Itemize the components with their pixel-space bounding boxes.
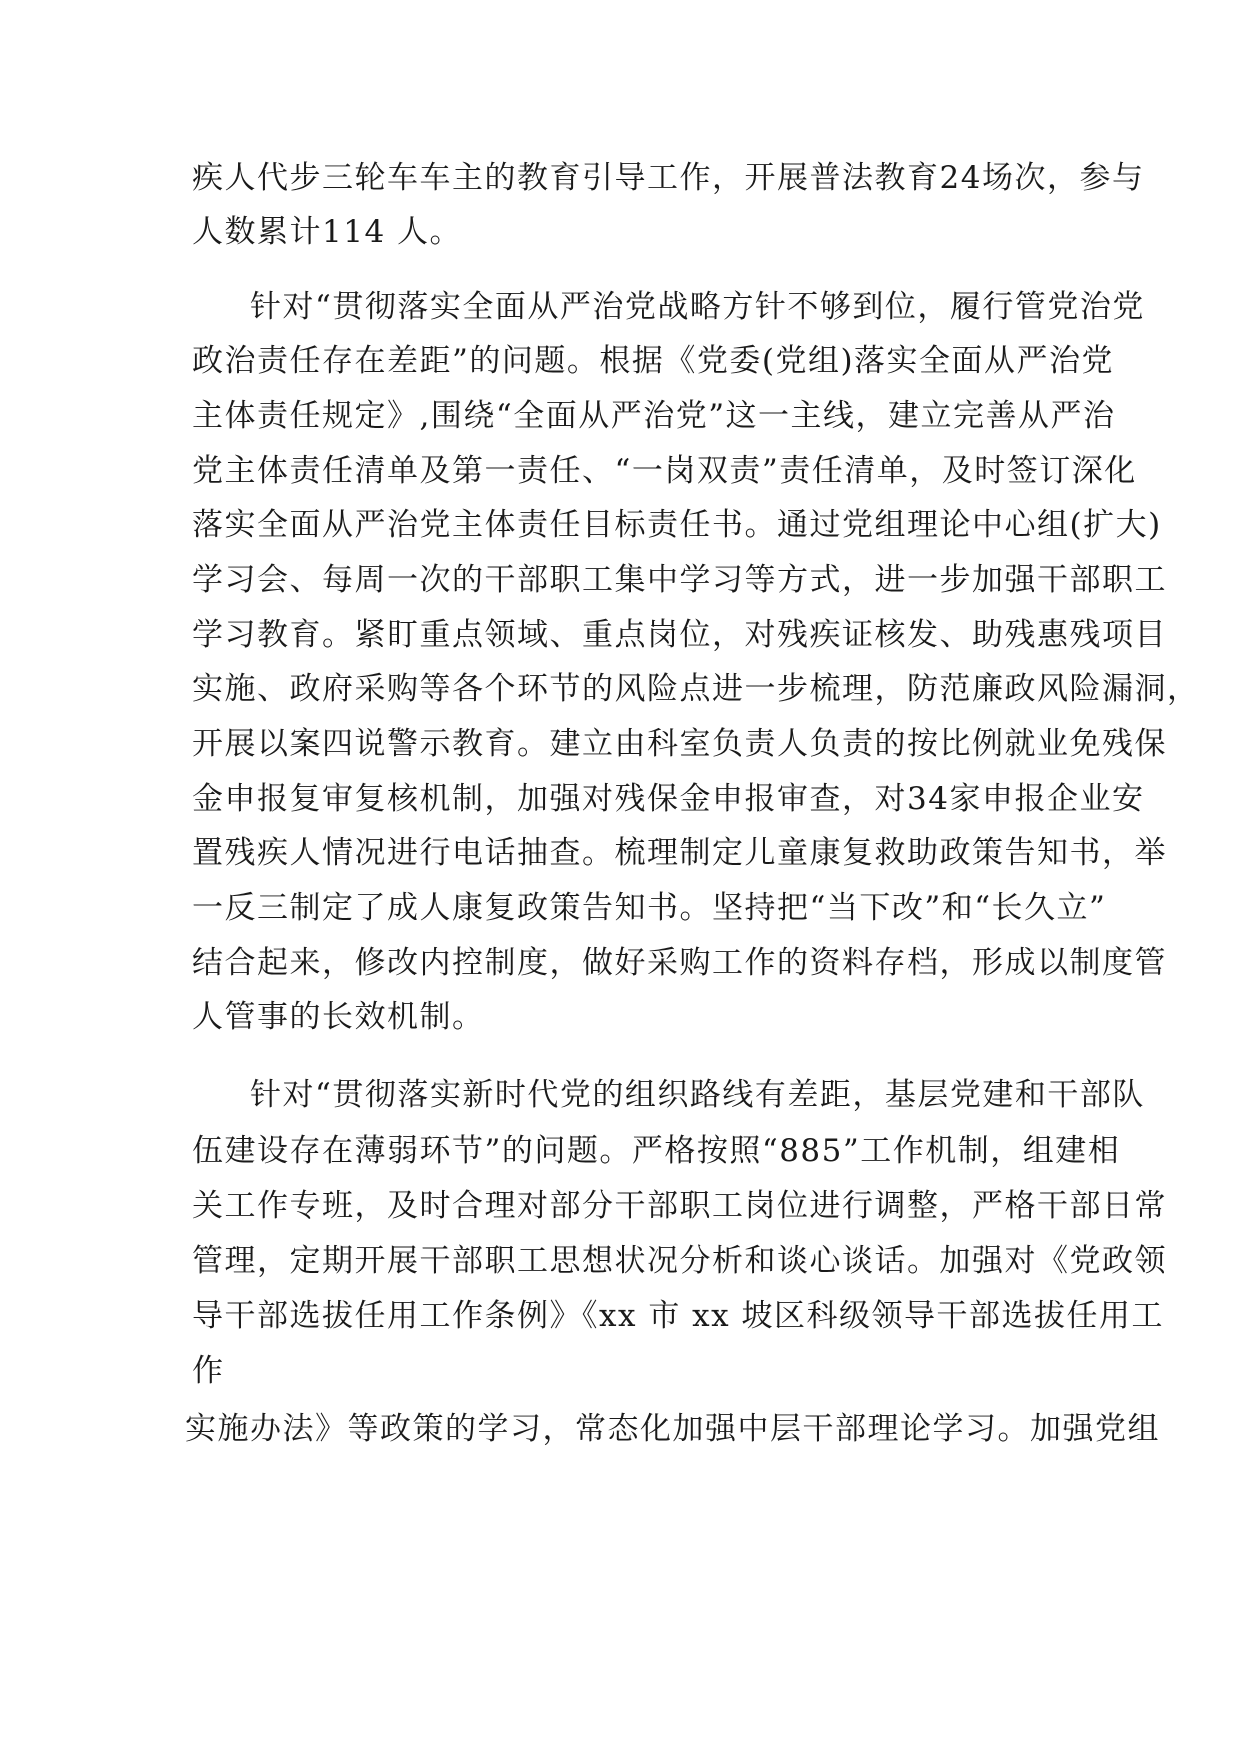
paragraph-3-line-1: 针对“贯彻落实新时代党的组织路线有差距，基层党建和干部队 [250,1077,1145,1113]
paragraph-2-line-12: 一反三制定了成人康复政策告知书。坚持把“当下改”和“长久立” [192,890,1107,926]
paragraph-3-line-4: 管理，定期开展干部职工思想状况分析和谈心谈话。加强对《党政领 [192,1243,1167,1279]
paragraph-2-line-9: 开展以案四说警示教育。建立由科室负责人负责的按比例就业免残保 [192,726,1167,762]
paragraph-2-line-2: 政治责任存在差距”的问题。根据《党委(党组)落实全面从严治党 [192,343,1115,379]
paragraph-2-line-14: 人管事的长效机制。 [192,999,485,1035]
paragraph-3-line-6: 作 [192,1353,225,1389]
paragraph-3-line-5: 导干部选拔任用工作条例》《xx 市 xx 坡区科级领导干部选拔任用工 [192,1298,1164,1334]
paragraph-2-line-5: 落实全面从严治党主体责任目标责任书。通过党组理论中心组(扩大) [192,507,1162,543]
paragraph-2-line-8: 实施、政府采购等各个环节的风险点进一步梳理，防范廉政风险漏洞， [192,671,1200,707]
paragraph-3-line-2: 伍建设存在薄弱环节”的问题。严格按照“885”工作机制，组建相 [192,1133,1121,1169]
paragraph-3-line-3: 关工作专班，及时合理对部分干部职工岗位进行调整，严格干部日常 [192,1188,1167,1224]
paragraph-2-line-3: 主体责任规定》,围绕“全面从严治党”这一主线，建立完善从严治 [192,398,1116,434]
paragraph-1-line-1: 疾人代步三轮车车主的教育引导工作，开展普法教育24场次，参与 [192,160,1145,196]
paragraph-1-line-2: 人数累计114 人。 [192,214,463,250]
paragraph-3-line-7: 实施办法》等政策的学习，常态化加强中层干部理论学习。加强党组 [185,1411,1160,1447]
paragraph-2-line-10: 金申报复审复核机制，加强对残保金申报审查，对34家申报企业安 [192,781,1145,817]
paragraph-2-line-4: 党主体责任清单及第一责任、“一岗双责”责任清单，及时签订深化 [192,453,1137,489]
paragraph-2-line-13: 结合起来，修改内控制度，做好采购工作的资料存档，形成以制度管 [192,945,1167,981]
paragraph-2-line-7: 学习教育。紧盯重点领域、重点岗位，对残疾证核发、助残惠残项目 [192,617,1167,653]
paragraph-2-line-6: 学习会、每周一次的干部职工集中学习等方式，进一步加强干部职工 [192,562,1167,598]
paragraph-2-line-11: 置残疾人情况进行电话抽查。梳理制定儿童康复救助政策告知书，举 [192,835,1167,871]
paragraph-2-line-1: 针对“贯彻落实全面从严治党战略方针不够到位，履行管党治党 [250,289,1145,325]
